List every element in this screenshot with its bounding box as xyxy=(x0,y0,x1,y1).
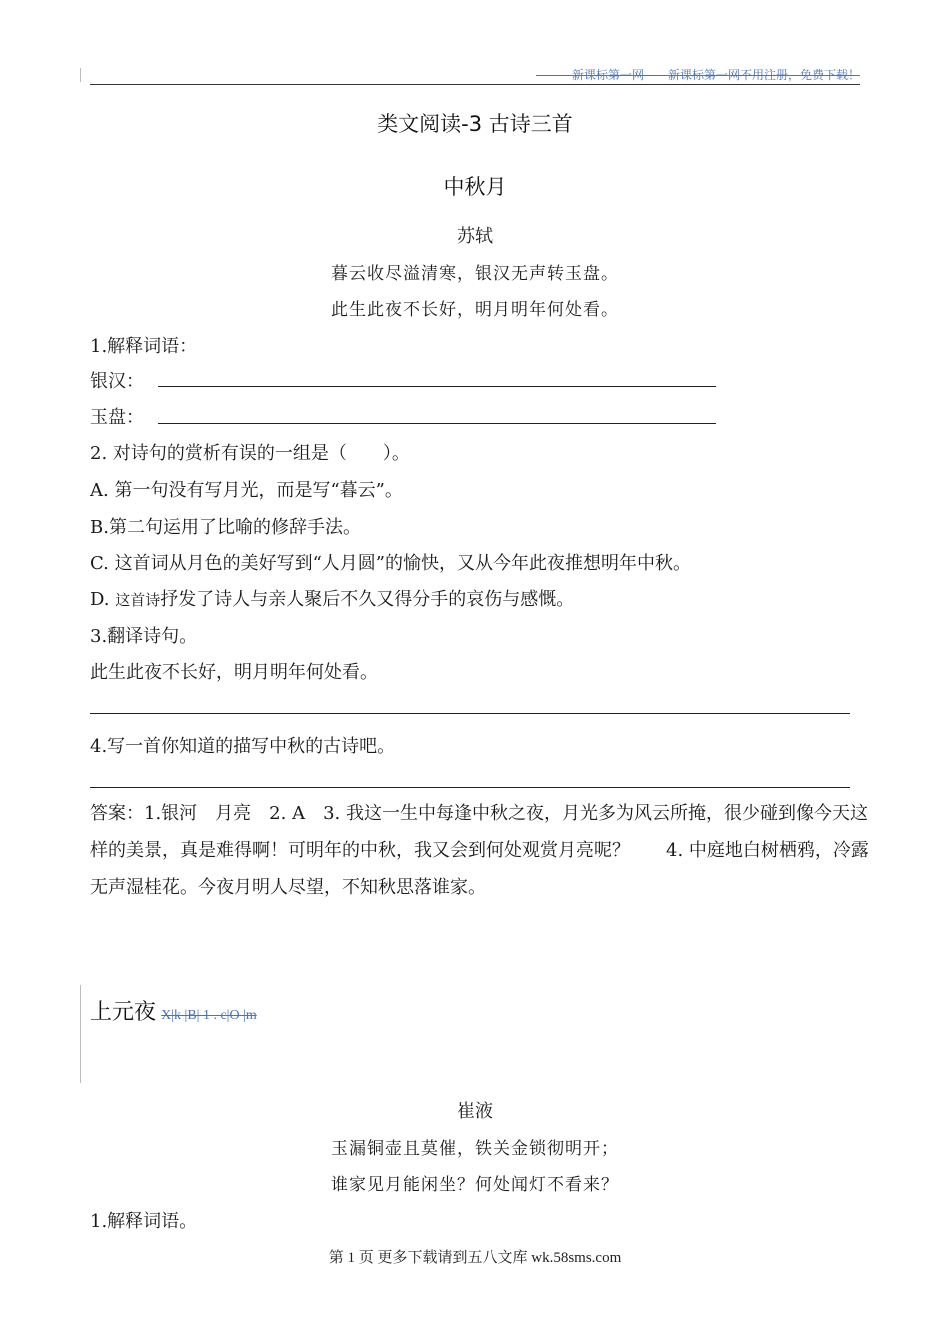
poem-2-line-2: 谁家见月能闲坐？何处闻灯不看来？ xyxy=(331,1175,619,1195)
question-1: 1.解释词语： xyxy=(90,336,198,357)
poem-2-question-1: 1.解释词语。 xyxy=(90,1211,198,1232)
option-d-rest: 抒发了诗人与亲人聚后不久又得分手的哀伤与感慨。 xyxy=(160,589,575,610)
answer-line-yinhan xyxy=(158,386,716,387)
watermark-link[interactable]: X|k |B| 1 . c|O |m xyxy=(161,1008,257,1023)
page-footer: 第 1 页 更多下载请到五八文库 wk.58sms.com xyxy=(328,1250,622,1266)
answer-line-q4 xyxy=(90,787,850,788)
poem-1-line-2: 此生此夜不长好，明月明年何处看。 xyxy=(331,300,619,320)
question-4: 4.写一首你知道的描写中秋的古诗吧。 xyxy=(90,736,396,757)
term-yupan-label: 玉盘： xyxy=(90,407,144,428)
page-title: 类文阅读-3 古诗三首 xyxy=(377,112,573,136)
margin-mark-top xyxy=(80,68,81,82)
poem-2-line-1: 玉漏铜壶且莫催，铁关金锁彻明开； xyxy=(331,1139,619,1159)
answer-line-q3 xyxy=(90,713,850,714)
option-d-small: 这首诗 xyxy=(115,591,161,609)
answer-line-yupan xyxy=(158,423,716,424)
option-b: B.第二句运用了比喻的修辞手法。 xyxy=(90,517,361,538)
question-3: 3.翻译诗句。 xyxy=(90,626,198,647)
question-2: 2. 对诗句的赏析有误的一组是（ ）。 xyxy=(90,443,410,464)
poem-2-title: 上元夜 xyxy=(90,1000,157,1025)
poem-1-line-1: 暮云收尽溢清寒，银汉无声转玉盘。 xyxy=(331,264,619,284)
header-rule xyxy=(90,84,860,85)
poem-1-author: 苏轼 xyxy=(457,226,493,247)
option-d xyxy=(90,585,574,611)
margin-mark-left xyxy=(80,985,81,1083)
poem-1-title: 中秋月 xyxy=(443,175,507,199)
term-yinhan-label: 银汉： xyxy=(90,371,144,392)
header-link[interactable]: ———新课标第一网——新课标第一网不用注册，免费下载！ xyxy=(535,68,860,82)
poem-2-author: 崔液 xyxy=(457,1101,493,1122)
question-3-line: 此生此夜不长好，明月明年何处看。 xyxy=(90,662,378,683)
poem-2-heading xyxy=(90,995,257,1026)
option-d-prefix: D. xyxy=(90,589,116,610)
answer-block: 答案：1.银河 月亮 2. A 3. 我这一生中每逢中秋之夜，月光多为风云所掩，很少碰到像今天这样的美景，真是难得啊！可明年的中秋，我又会到何处观赏月亮呢？ 4. 中庭地白树栖鸦，冷露无声湿桂花。今夜月明人尽望，不知秋思落谁家。 xyxy=(90,803,869,898)
option-a: A. 第一句没有写月光，而是写“暮云”。 xyxy=(90,480,403,501)
option-c: C. 这首词从月色的美好写到“人月圆”的愉快，又从今年此夜推想明年中秋。 xyxy=(90,553,691,574)
